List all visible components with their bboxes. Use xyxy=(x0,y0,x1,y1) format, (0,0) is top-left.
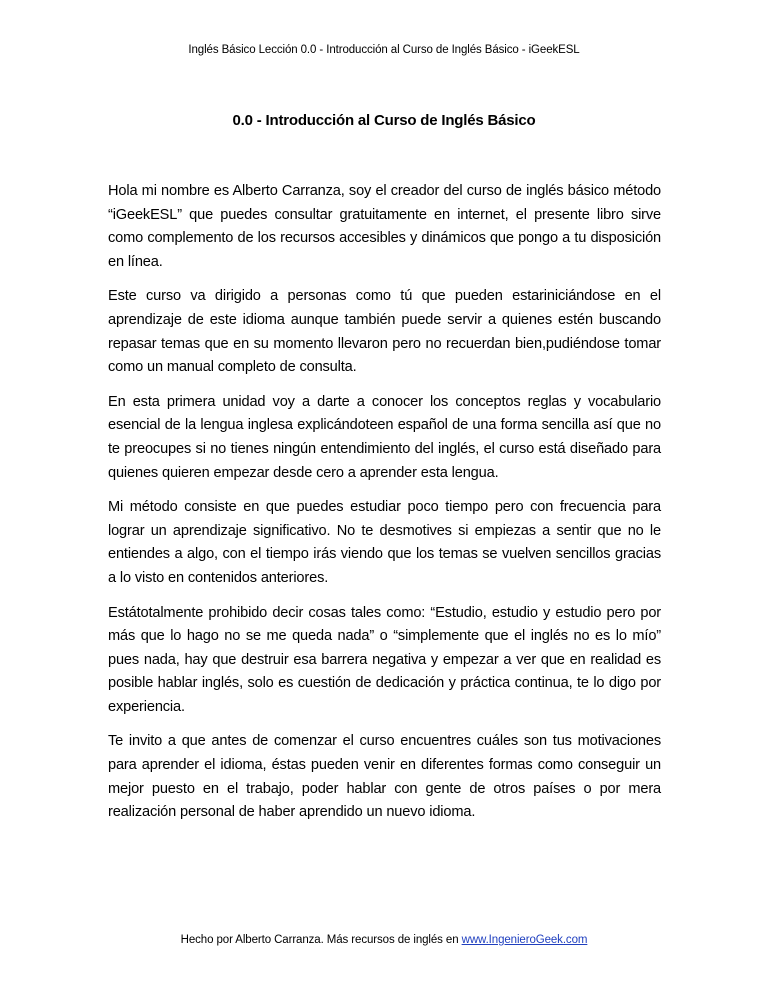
document-body xyxy=(108,180,661,836)
document-title: 0.0 - Introducción al Curso de Inglés Básico xyxy=(232,112,536,129)
paragraph-3: En esta primera unidad voy a darte a conocer los conceptos reglas y vocabulario esencial de la lengua inglesa explicándoteen español de una forma sencilla así que no te preocupes si no tienes ningún entendimiento del inglés, el curso está diseñado para quienes quieren empezar desde cero a aprender esta lengua. xyxy=(108,393,661,481)
footer-text: Hecho por Alberto Carranza. Más recursos de inglés en xyxy=(180,934,462,946)
page-header: Inglés Básico Lección 0.0 - Introducción al Curso de Inglés Básico - iGeekESL xyxy=(188,44,580,56)
paragraph-6: Te invito a que antes de comenzar el curso encuentres cuáles son tus motivaciones para aprender el idioma, éstas pueden venir en diferentes formas como conseguir un mejor puesto en el trabajo, poder hablar con gente de otros países o por mera realización personal de haber aprendido un nuevo idioma. xyxy=(108,733,661,821)
paragraph-5: Estátotalmente prohibido decir cosas tales como: “Estudio, estudio y estudio pero por más que lo hago no se me queda nada” o “simplemente que el inglés no es lo mío” pues nada, hay que destruir esa barrera negativa y empezar a ver que en realidad es posible hablar inglés, solo es cuestión de dedicación y práctica continua, te lo digo por experiencia. xyxy=(108,604,661,715)
paragraph-1: Hola mi nombre es Alberto Carranza, soy el creador del curso de inglés básico método “iGeekESL” que puedes consultar gratuitamente en internet, el presente libro sirve como complemento de los recursos accesibles y dinámicos que pongo a tu disposición en línea. xyxy=(108,183,661,270)
paragraph-2: Este curso va dirigido a personas como tú que pueden estariniciándose en el aprendizaje de este idioma aunque también puede servir a quienes estén buscando repasar temas que en su momento llevaron pero no recuerdan bien,pudiéndose tomar como un manual completo de consulta. xyxy=(108,288,661,376)
page-footer xyxy=(0,934,768,946)
paragraph-4: Mi método consiste en que puedes estudiar poco tiempo pero con frecuencia para lograr un aprendizaje significativo. No te desmotives si empiezas a sentir que no le entiendes a algo, con el tiempo irás viendo que los temas se vuelven sencillos gracias a lo visto en contenidos anteriores. xyxy=(108,499,661,586)
footer-link[interactable]: www.IngenieroGeek.com xyxy=(461,934,588,946)
